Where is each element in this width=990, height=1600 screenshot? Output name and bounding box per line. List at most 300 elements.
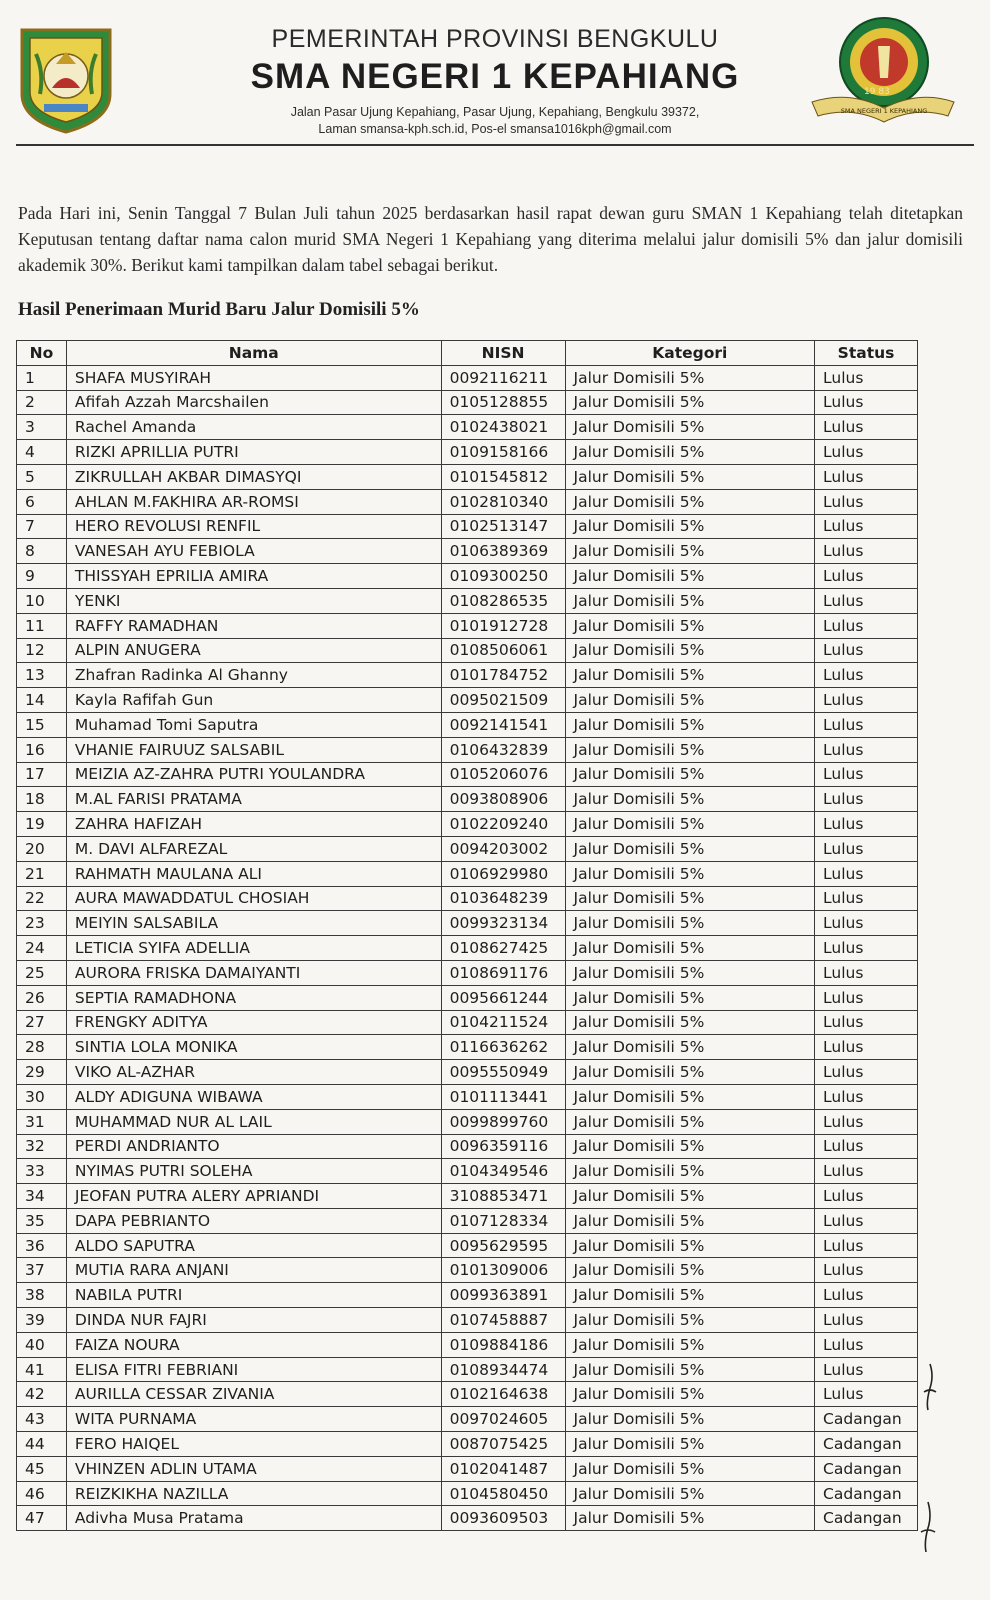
cell-nama: DAPA PEBRIANTO — [66, 1208, 441, 1233]
cell-kategori: Jalur Domisili 5% — [565, 415, 815, 440]
cell-status: Lulus — [815, 1233, 918, 1258]
section-title: Hasil Penerimaan Murid Baru Jalur Domisili 5% — [18, 299, 420, 320]
cell-nisn: 0104211524 — [441, 1010, 565, 1035]
cell-nisn: 0104580450 — [441, 1481, 565, 1506]
cell-kategori: Jalur Domisili 5% — [565, 1159, 815, 1184]
cell-status: Lulus — [815, 1084, 918, 1109]
cell-kategori: Jalur Domisili 5% — [565, 1382, 815, 1407]
cell-nisn: 0108934474 — [441, 1357, 565, 1382]
cell-nama: M.AL FARISI PRATAMA — [66, 787, 441, 812]
cell-kategori: Jalur Domisili 5% — [565, 638, 815, 663]
cell-kategori: Jalur Domisili 5% — [565, 960, 815, 985]
cell-status: Lulus — [815, 688, 918, 713]
cell-kategori: Jalur Domisili 5% — [565, 985, 815, 1010]
cell-status: Lulus — [815, 911, 918, 936]
table-row — [17, 1456, 918, 1481]
cell-status: Lulus — [815, 936, 918, 961]
cell-status: Lulus — [815, 836, 918, 861]
cell-nama: VIKO AL-AZHAR — [66, 1060, 441, 1085]
cell-kategori: Jalur Domisili 5% — [565, 1134, 815, 1159]
table-row — [17, 1084, 918, 1109]
cell-no: 20 — [17, 836, 67, 861]
cell-status: Cadangan — [815, 1407, 918, 1432]
cell-nama: SHAFA MUSYIRAH — [66, 365, 441, 390]
cell-nama: Afifah Azzah Marcshailen — [66, 390, 441, 415]
cell-status: Lulus — [815, 588, 918, 613]
cell-kategori: Jalur Domisili 5% — [565, 886, 815, 911]
cell-nama: SINTIA LOLA MONIKA — [66, 1035, 441, 1060]
table-row — [17, 1407, 918, 1432]
cell-no: 29 — [17, 1060, 67, 1085]
table-row — [17, 638, 918, 663]
cell-kategori: Jalur Domisili 5% — [565, 1010, 815, 1035]
cell-nama: ALDY ADIGUNA WIBAWA — [66, 1084, 441, 1109]
cell-nama: Kayla Rafifah Gun — [66, 688, 441, 713]
cell-no: 30 — [17, 1084, 67, 1109]
cell-nama: Muhamad Tomi Saputra — [66, 712, 441, 737]
cell-kategori: Jalur Domisili 5% — [565, 1456, 815, 1481]
table-row — [17, 1134, 918, 1159]
cell-no: 41 — [17, 1357, 67, 1382]
cell-no: 19 — [17, 812, 67, 837]
cell-kategori: Jalur Domisili 5% — [565, 663, 815, 688]
cell-nama: Rachel Amanda — [66, 415, 441, 440]
cell-nama: DINDA NUR FAJRI — [66, 1308, 441, 1333]
cell-nisn: 0109158166 — [441, 440, 565, 465]
cell-nama: RAHMATH MAULANA ALI — [66, 861, 441, 886]
cell-status: Lulus — [815, 1332, 918, 1357]
table-row — [17, 613, 918, 638]
cell-kategori: Jalur Domisili 5% — [565, 1035, 815, 1060]
cell-status: Lulus — [815, 1060, 918, 1085]
cell-nama: RIZKI APRILLIA PUTRI — [66, 440, 441, 465]
cell-nama: AURILLA CESSAR ZIVANIA — [66, 1382, 441, 1407]
cell-no: 11 — [17, 613, 67, 638]
cell-nama: REIZKIKHA NAZILLA — [66, 1481, 441, 1506]
table-row — [17, 415, 918, 440]
cell-kategori: Jalur Domisili 5% — [565, 836, 815, 861]
cell-kategori: Jalur Domisili 5% — [565, 787, 815, 812]
cell-status: Lulus — [815, 1382, 918, 1407]
table-row — [17, 1060, 918, 1085]
cell-nisn: 0102209240 — [441, 812, 565, 837]
cell-no: 10 — [17, 588, 67, 613]
cell-kategori: Jalur Domisili 5% — [565, 1109, 815, 1134]
table-row — [17, 1010, 918, 1035]
cell-nisn: 0106389369 — [441, 539, 565, 564]
initial-signature-mark — [916, 1362, 942, 1414]
cell-no: 13 — [17, 663, 67, 688]
cell-nama: MEIZIA AZ-ZAHRA PUTRI YOULANDRA — [66, 762, 441, 787]
cell-no: 23 — [17, 911, 67, 936]
cell-nama: LETICIA SYIFA ADELLIA — [66, 936, 441, 961]
cell-status: Lulus — [815, 638, 918, 663]
table-row — [17, 1308, 918, 1333]
table-row — [17, 787, 918, 812]
cell-nisn: 0106432839 — [441, 737, 565, 762]
school-emblem-logo — [808, 12, 958, 130]
table-row — [17, 1357, 918, 1382]
cell-kategori: Jalur Domisili 5% — [565, 712, 815, 737]
cell-no: 15 — [17, 712, 67, 737]
cell-no: 14 — [17, 688, 67, 713]
cell-no: 39 — [17, 1308, 67, 1333]
cell-status: Cadangan — [815, 1456, 918, 1481]
cell-status: Cadangan — [815, 1506, 918, 1531]
cell-nama: AURORA FRISKA DAMAIYANTI — [66, 960, 441, 985]
cell-kategori: Jalur Domisili 5% — [565, 464, 815, 489]
table-row — [17, 960, 918, 985]
cell-status: Lulus — [815, 464, 918, 489]
table-row — [17, 1258, 918, 1283]
cell-status: Lulus — [815, 613, 918, 638]
cell-nisn: 0116636262 — [441, 1035, 565, 1060]
cell-no: 2 — [17, 390, 67, 415]
cell-kategori: Jalur Domisili 5% — [565, 440, 815, 465]
cell-nama: AURA MAWADDATUL CHOSIAH — [66, 886, 441, 911]
cell-nisn: 0103648239 — [441, 886, 565, 911]
cell-kategori: Jalur Domisili 5% — [565, 514, 815, 539]
cell-nama: SEPTIA RAMADHONA — [66, 985, 441, 1010]
cell-nisn: 0102041487 — [441, 1456, 565, 1481]
cell-kategori: Jalur Domisili 5% — [565, 1506, 815, 1531]
cell-status: Lulus — [815, 787, 918, 812]
cell-status: Lulus — [815, 564, 918, 589]
cell-status: Cadangan — [815, 1481, 918, 1506]
cell-nisn: 0104349546 — [441, 1159, 565, 1184]
cell-status: Cadangan — [815, 1432, 918, 1457]
cell-nisn: 0107128334 — [441, 1208, 565, 1233]
cell-nama: Zhafran Radinka Al Ghanny — [66, 663, 441, 688]
cell-nisn: 0095629595 — [441, 1233, 565, 1258]
cell-nama: YENKI — [66, 588, 441, 613]
table-body — [17, 365, 918, 1530]
cell-status: Lulus — [815, 663, 918, 688]
cell-nama: ALDO SAPUTRA — [66, 1233, 441, 1258]
cell-no: 40 — [17, 1332, 67, 1357]
cell-kategori: Jalur Domisili 5% — [565, 489, 815, 514]
cell-nisn: 0109300250 — [441, 564, 565, 589]
cell-no: 16 — [17, 737, 67, 762]
cell-kategori: Jalur Domisili 5% — [565, 762, 815, 787]
cell-nisn: 0095661244 — [441, 985, 565, 1010]
cell-nama: ZIKRULLAH AKBAR DIMASYQI — [66, 464, 441, 489]
cell-no: 12 — [17, 638, 67, 663]
table-row — [17, 1184, 918, 1209]
cell-no: 26 — [17, 985, 67, 1010]
cell-nisn: 0101784752 — [441, 663, 565, 688]
cell-nisn: 0099363891 — [441, 1283, 565, 1308]
header-nama: Nama — [66, 341, 441, 366]
cell-kategori: Jalur Domisili 5% — [565, 861, 815, 886]
cell-status: Lulus — [815, 737, 918, 762]
cell-nisn: 0102810340 — [441, 489, 565, 514]
cell-nisn: 0094203002 — [441, 836, 565, 861]
cell-no: 42 — [17, 1382, 67, 1407]
cell-nisn: 0107458887 — [441, 1308, 565, 1333]
cell-no: 38 — [17, 1283, 67, 1308]
cell-kategori: Jalur Domisili 5% — [565, 1060, 815, 1085]
cell-kategori: Jalur Domisili 5% — [565, 911, 815, 936]
government-name: PEMERINTAH PROVINSI BENGKULU — [271, 25, 719, 53]
cell-status: Lulus — [815, 1035, 918, 1060]
cell-no: 37 — [17, 1258, 67, 1283]
letterhead-divider — [16, 144, 974, 146]
table-row — [17, 812, 918, 837]
cell-nisn: 0101545812 — [441, 464, 565, 489]
cell-no: 24 — [17, 936, 67, 961]
cell-kategori: Jalur Domisili 5% — [565, 365, 815, 390]
cell-nama: HERO REVOLUSI RENFIL — [66, 514, 441, 539]
cell-status: Lulus — [815, 514, 918, 539]
cell-status: Lulus — [815, 886, 918, 911]
cell-nisn: 0097024605 — [441, 1407, 565, 1432]
cell-status: Lulus — [815, 1010, 918, 1035]
cell-no: 31 — [17, 1109, 67, 1134]
cell-nisn: 0093609503 — [441, 1506, 565, 1531]
cell-status: Lulus — [815, 1308, 918, 1333]
cell-kategori: Jalur Domisili 5% — [565, 936, 815, 961]
table-row — [17, 762, 918, 787]
cell-status: Lulus — [815, 539, 918, 564]
cell-no: 5 — [17, 464, 67, 489]
cell-kategori: Jalur Domisili 5% — [565, 1432, 815, 1457]
cell-status: Lulus — [815, 1134, 918, 1159]
table-row — [17, 489, 918, 514]
table-row — [17, 390, 918, 415]
cell-no: 46 — [17, 1481, 67, 1506]
cell-no: 21 — [17, 861, 67, 886]
cell-kategori: Jalur Domisili 5% — [565, 812, 815, 837]
cell-status: Lulus — [815, 762, 918, 787]
table-row — [17, 1109, 918, 1134]
cell-status: Lulus — [815, 712, 918, 737]
cell-no: 33 — [17, 1159, 67, 1184]
cell-status: Lulus — [815, 861, 918, 886]
cell-no: 3 — [17, 415, 67, 440]
cell-nama: THISSYAH EPRILIA AMIRA — [66, 564, 441, 589]
cell-no: 6 — [17, 489, 67, 514]
cell-status: Lulus — [815, 1109, 918, 1134]
table-row — [17, 564, 918, 589]
cell-no: 9 — [17, 564, 67, 589]
address-line-1: Jalan Pasar Ujung Kepahiang, Pasar Ujung, Kepahiang, Bengkulu 39372, — [290, 105, 700, 119]
cell-no: 1 — [17, 365, 67, 390]
cell-no: 8 — [17, 539, 67, 564]
cell-nama: RAFFY RAMADHAN — [66, 613, 441, 638]
table-row — [17, 514, 918, 539]
header-nisn: NISN — [441, 341, 565, 366]
cell-no: 27 — [17, 1010, 67, 1035]
cell-kategori: Jalur Domisili 5% — [565, 1308, 815, 1333]
table-row — [17, 539, 918, 564]
table-row — [17, 663, 918, 688]
cell-kategori: Jalur Domisili 5% — [565, 390, 815, 415]
province-crest-logo — [16, 24, 116, 136]
cell-nama: M. DAVI ALFAREZAL — [66, 836, 441, 861]
cell-nisn: 0108691176 — [441, 960, 565, 985]
cell-status: Lulus — [815, 365, 918, 390]
table-row — [17, 1332, 918, 1357]
cell-status: Lulus — [815, 1184, 918, 1209]
cell-nisn: 0109884186 — [441, 1332, 565, 1357]
cell-nama: FRENGKY ADITYA — [66, 1010, 441, 1035]
letterhead — [0, 0, 990, 160]
table-row — [17, 886, 918, 911]
cell-no: 25 — [17, 960, 67, 985]
cell-nama: VHANIE FAIRUUZ SALSABIL — [66, 737, 441, 762]
cell-nama: Adivha Musa Pratama — [66, 1506, 441, 1531]
cell-nisn: 0092141541 — [441, 712, 565, 737]
cell-status: Lulus — [815, 1208, 918, 1233]
header-no: No — [17, 341, 67, 366]
cell-nama: JEOFAN PUTRA ALERY APRIANDI — [66, 1184, 441, 1209]
cell-no: 43 — [17, 1407, 67, 1432]
cell-status: Lulus — [815, 960, 918, 985]
cell-nisn: 0099323134 — [441, 911, 565, 936]
cell-no: 34 — [17, 1184, 67, 1209]
cell-nama: FAIZA NOURA — [66, 1332, 441, 1357]
cell-kategori: Jalur Domisili 5% — [565, 688, 815, 713]
cell-nisn: 0095550949 — [441, 1060, 565, 1085]
cell-nisn: 0102438021 — [441, 415, 565, 440]
cell-status: Lulus — [815, 985, 918, 1010]
letterhead-text — [225, 24, 765, 138]
table-row — [17, 836, 918, 861]
table-row — [17, 1506, 918, 1531]
cell-nama: WITA PURNAMA — [66, 1407, 441, 1432]
table-row — [17, 1233, 918, 1258]
table-row — [17, 1432, 918, 1457]
table-row — [17, 861, 918, 886]
cell-no: 28 — [17, 1035, 67, 1060]
cell-nisn: 0093808906 — [441, 787, 565, 812]
table-row — [17, 1035, 918, 1060]
cell-nisn: 0102513147 — [441, 514, 565, 539]
table-row — [17, 440, 918, 465]
cell-kategori: Jalur Domisili 5% — [565, 1184, 815, 1209]
table-row — [17, 588, 918, 613]
cell-nisn: 0105206076 — [441, 762, 565, 787]
cell-nama: MEIYIN SALSABILA — [66, 911, 441, 936]
cell-no: 35 — [17, 1208, 67, 1233]
address-line-2: Laman smansa-kph.sch.id, Pos-el smansa1016kph@gmail.com — [318, 122, 672, 136]
cell-no: 4 — [17, 440, 67, 465]
cell-kategori: Jalur Domisili 5% — [565, 1258, 815, 1283]
table-row — [17, 985, 918, 1010]
cell-kategori: Jalur Domisili 5% — [565, 588, 815, 613]
cell-status: Lulus — [815, 489, 918, 514]
cell-nisn: 0101113441 — [441, 1084, 565, 1109]
cell-nama: PERDI ANDRIANTO — [66, 1134, 441, 1159]
cell-no: 45 — [17, 1456, 67, 1481]
cell-kategori: Jalur Domisili 5% — [565, 1332, 815, 1357]
cell-nisn: 0108286535 — [441, 588, 565, 613]
cell-nama: NYIMAS PUTRI SOLEHA — [66, 1159, 441, 1184]
school-name: SMA NEGERI 1 KEPAHIANG — [250, 57, 740, 96]
table-row — [17, 1481, 918, 1506]
cell-kategori: Jalur Domisili 5% — [565, 1208, 815, 1233]
cell-nisn: 0092116211 — [441, 365, 565, 390]
cell-nama: NABILA PUTRI — [66, 1283, 441, 1308]
cell-kategori: Jalur Domisili 5% — [565, 539, 815, 564]
cell-kategori: Jalur Domisili 5% — [565, 613, 815, 638]
cell-nama: VANESAH AYU FEBIOLA — [66, 539, 441, 564]
cell-no: 44 — [17, 1432, 67, 1457]
svg-text:SMA NEGERI 1 KEPAHIANG: SMA NEGERI 1 KEPAHIANG — [840, 107, 928, 115]
header-status: Status — [815, 341, 918, 366]
svg-text:19 83: 19 83 — [864, 87, 890, 97]
cell-nama: ELISA FITRI FEBRIANI — [66, 1357, 441, 1382]
table-row — [17, 464, 918, 489]
cell-nisn: 0101309006 — [441, 1258, 565, 1283]
cell-status: Lulus — [815, 1357, 918, 1382]
cell-nisn: 0087075425 — [441, 1432, 565, 1457]
table-row — [17, 911, 918, 936]
cell-nama: ZAHRA HAFIZAH — [66, 812, 441, 837]
cell-nisn: 0105128855 — [441, 390, 565, 415]
cell-status: Lulus — [815, 1159, 918, 1184]
cell-nisn: 0101912728 — [441, 613, 565, 638]
cell-kategori: Jalur Domisili 5% — [565, 1407, 815, 1432]
table-row — [17, 365, 918, 390]
cell-no: 18 — [17, 787, 67, 812]
cell-status: Lulus — [815, 812, 918, 837]
cell-nisn: 0102164638 — [441, 1382, 565, 1407]
cell-kategori: Jalur Domisili 5% — [565, 1084, 815, 1109]
cell-status: Lulus — [815, 1258, 918, 1283]
initial-signature-mark-2 — [914, 1500, 940, 1556]
cell-kategori: Jalur Domisili 5% — [565, 1283, 815, 1308]
cell-nama: ALPIN ANUGERA — [66, 638, 441, 663]
cell-nama: MUTIA RARA ANJANI — [66, 1258, 441, 1283]
cell-no: 7 — [17, 514, 67, 539]
cell-nisn: 0095021509 — [441, 688, 565, 713]
cell-no: 32 — [17, 1134, 67, 1159]
cell-kategori: Jalur Domisili 5% — [565, 737, 815, 762]
table-row — [17, 1283, 918, 1308]
table-row — [17, 1159, 918, 1184]
cell-status: Lulus — [815, 390, 918, 415]
cell-kategori: Jalur Domisili 5% — [565, 1481, 815, 1506]
cell-nisn: 0099899760 — [441, 1109, 565, 1134]
cell-no: 47 — [17, 1506, 67, 1531]
cell-nisn: 0096359116 — [441, 1134, 565, 1159]
cell-nisn: 0108627425 — [441, 936, 565, 961]
cell-nama: FERO HAIQEL — [66, 1432, 441, 1457]
cell-status: Lulus — [815, 440, 918, 465]
cell-nama: AHLAN M.FAKHIRA AR-ROMSI — [66, 489, 441, 514]
table-row — [17, 688, 918, 713]
cell-kategori: Jalur Domisili 5% — [565, 1233, 815, 1258]
cell-kategori: Jalur Domisili 5% — [565, 564, 815, 589]
table-row — [17, 1382, 918, 1407]
cell-no: 36 — [17, 1233, 67, 1258]
table-row — [17, 737, 918, 762]
header-kategori: Kategori — [565, 341, 815, 366]
table-row — [17, 712, 918, 737]
cell-nisn: 0108506061 — [441, 638, 565, 663]
cell-nisn: 0106929980 — [441, 861, 565, 886]
intro-paragraph: Pada Hari ini, Senin Tanggal 7 Bulan Juli tahun 2025 berdasarkan hasil rapat dewan guru SMAN 1 Kepahiang telah ditetapkan Keputusan tentang daftar nama calon murid SMA Negeri 1 Kepahiang yang diterima melalui jalur domisili 5% dan jalur domisili akademik 30%. Berikut kami tampilkan dalam tabel sebagai berikut. — [18, 203, 963, 275]
cell-no: 22 — [17, 886, 67, 911]
table-row — [17, 1208, 918, 1233]
table-row — [17, 936, 918, 961]
results-table — [16, 340, 918, 1531]
cell-status: Lulus — [815, 415, 918, 440]
cell-nama: MUHAMMAD NUR AL LAIL — [66, 1109, 441, 1134]
cell-no: 17 — [17, 762, 67, 787]
